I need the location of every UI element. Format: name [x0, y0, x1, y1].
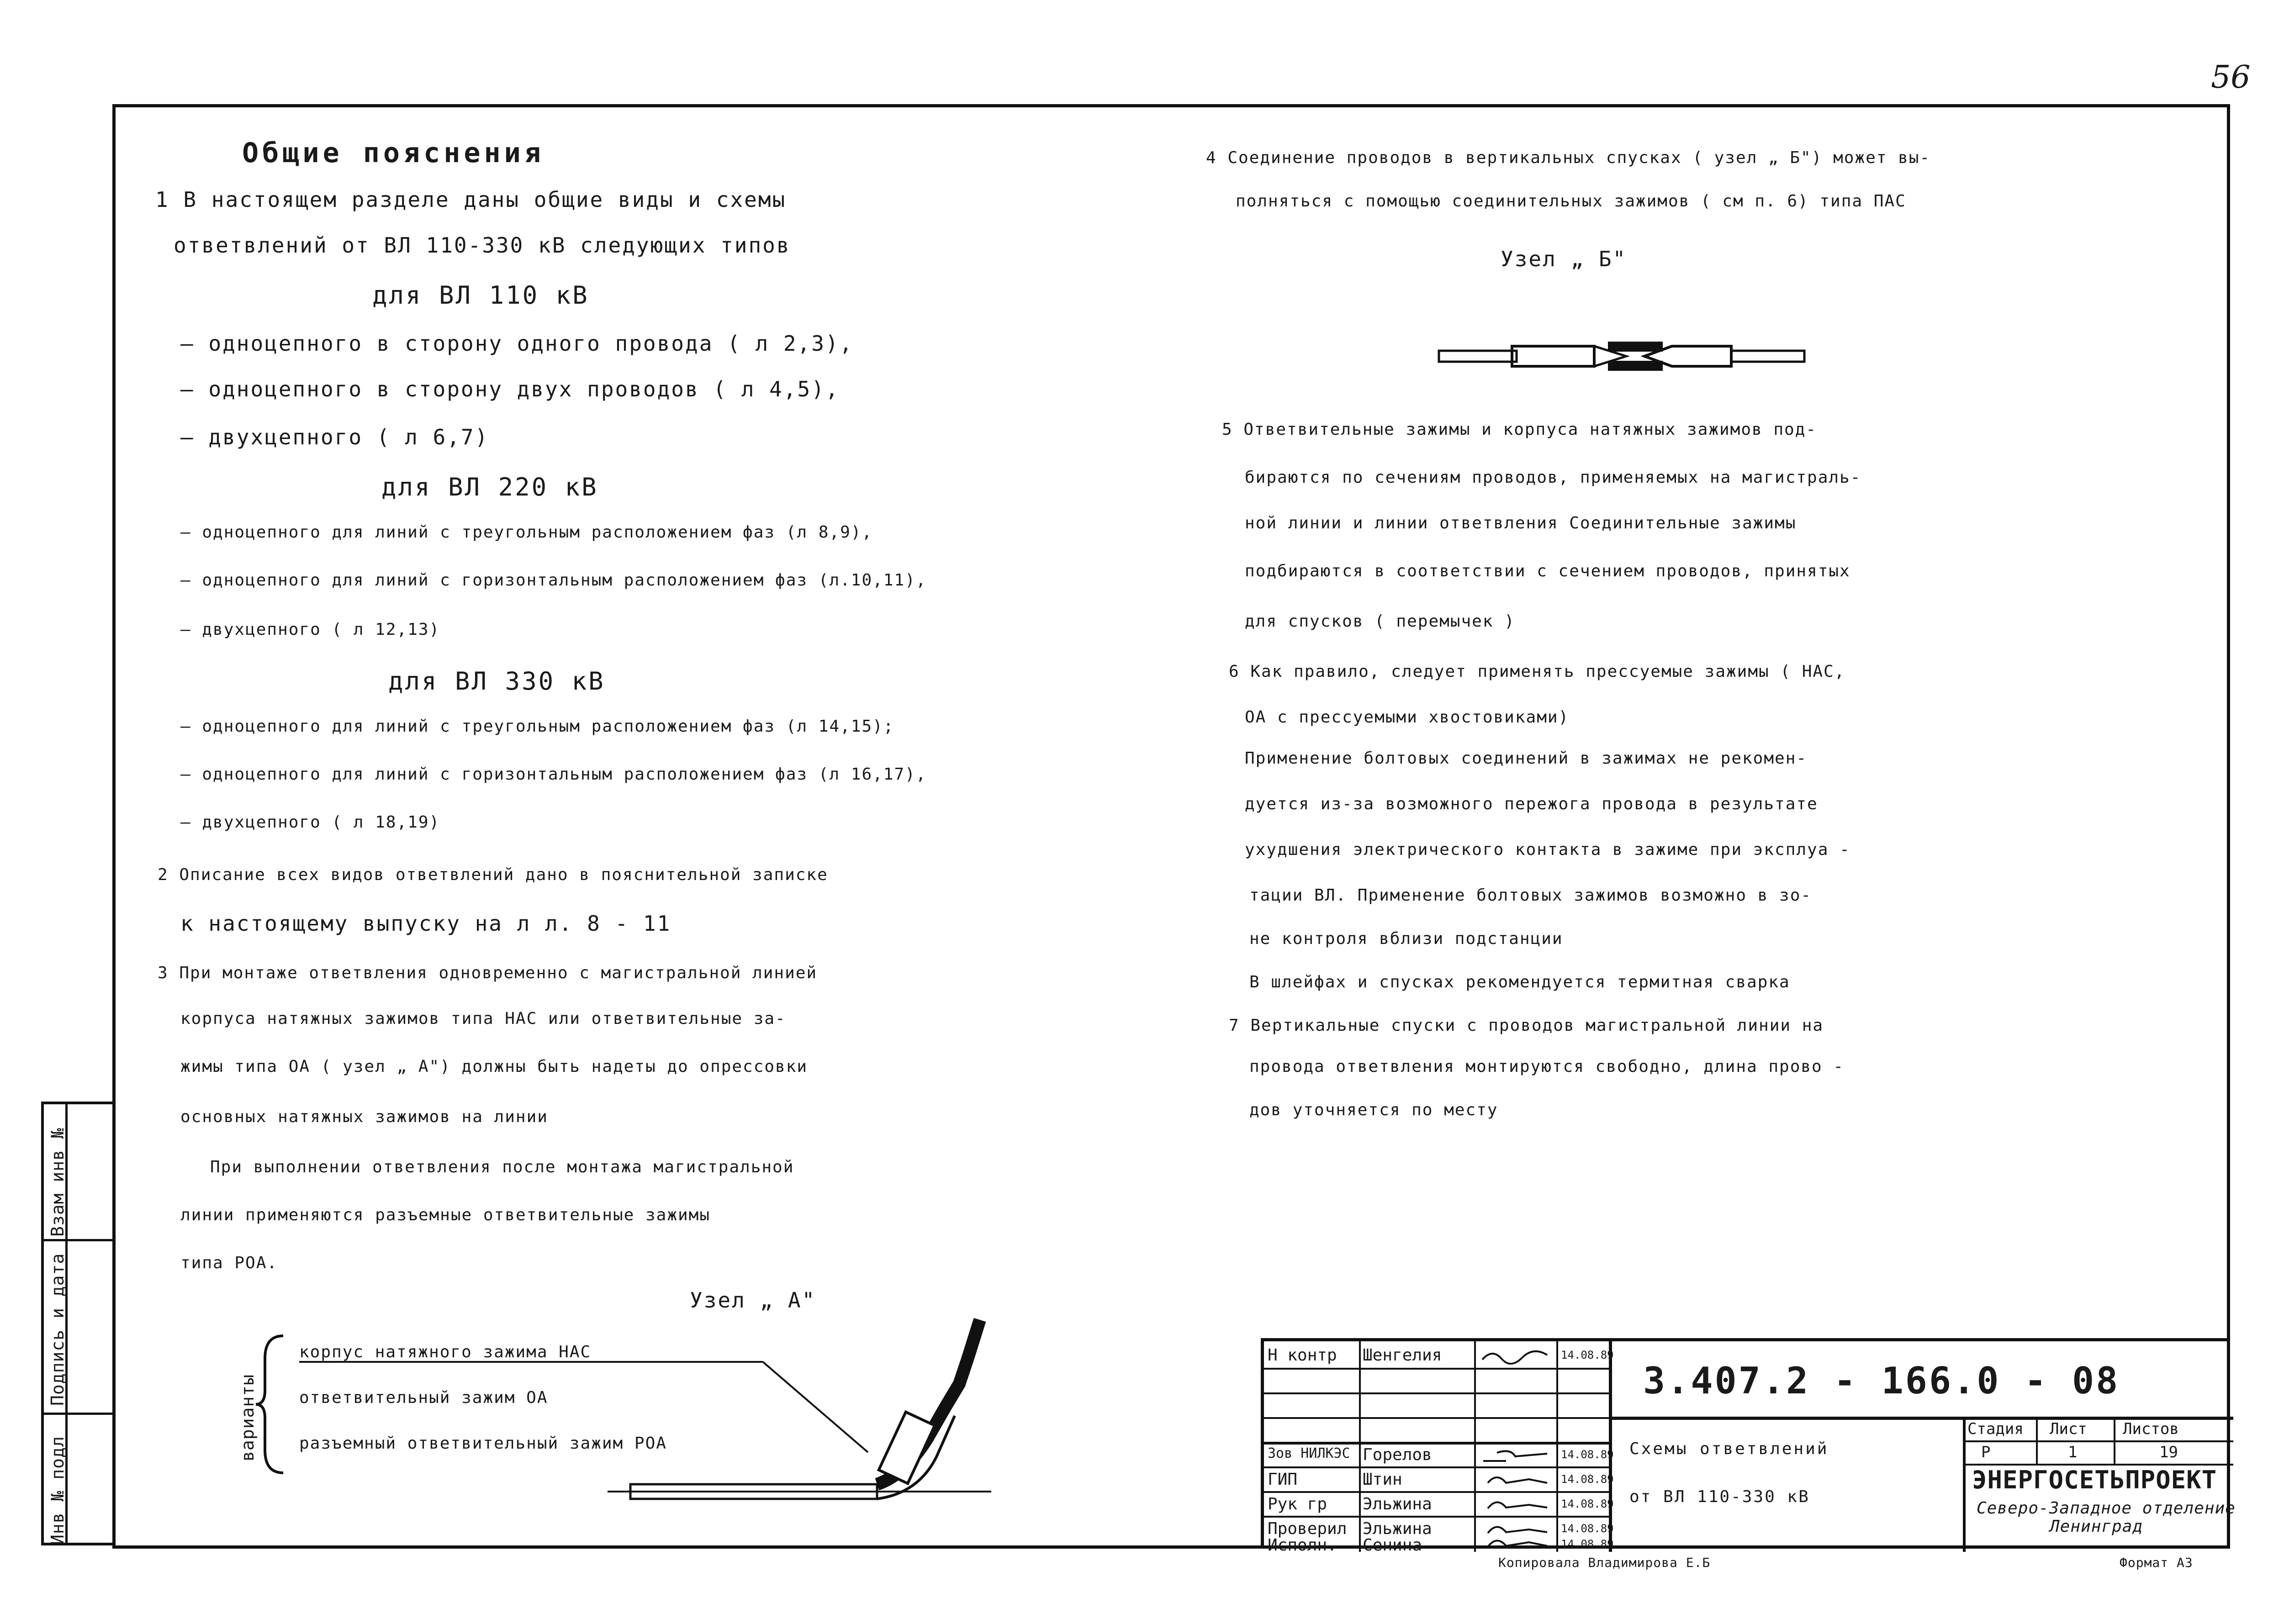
tb-date-0: 14.08.89	[1561, 1349, 1614, 1361]
stage-label: Стадия	[1967, 1420, 2024, 1438]
p5-line2: бираются по сечениям проводов, применяемых на магистраль-	[1245, 468, 1861, 487]
side-vzam-inv: Взам инв №	[48, 1128, 68, 1237]
p2-line2: к настоящему выпуску на л л. 8 - 11	[180, 911, 671, 936]
variants-brace	[256, 1331, 292, 1477]
node-a-drawing	[297, 1302, 982, 1521]
leader-diag	[763, 1362, 868, 1452]
tb-role-4: ГИП	[1268, 1470, 1298, 1489]
format-label: Формат А3	[2120, 1555, 2193, 1570]
tb-date-7: 14.08.89	[1561, 1538, 1614, 1550]
tb-name-7: Сенина	[1363, 1536, 1422, 1555]
p4-line2: полняться с помощью соединительных зажимов ( см п. 6) типа ПАС	[1236, 192, 1906, 211]
org-branch: Северо-Западное отделение	[1977, 1499, 2236, 1518]
p3-line4: основных натяжных зажимов на линии	[180, 1107, 548, 1126]
p3b-line1: При выполнении ответвления после монтажа магистральной	[210, 1158, 794, 1176]
p7-line1: 7 Вертикальные спуски с проводов магистральной линии на	[1229, 1016, 1824, 1035]
tb-name-4: Штин	[1363, 1470, 1402, 1489]
copied-by: Копировала Владимирова Е.Б	[1498, 1555, 1711, 1570]
variant-1: корпус натяжного зажима НАС	[299, 1343, 592, 1361]
side-stamp	[41, 1102, 112, 1545]
p7-line2: провода ответвления монтируются свободно, длина прово -	[1249, 1057, 1845, 1076]
variants-label: варианты	[238, 1374, 258, 1461]
tb-sign-3	[1479, 1445, 1552, 1465]
tb-sign-0	[1479, 1346, 1552, 1366]
item-330-2: — одноцепного для линий с горизонтальным расположением фаз (л 16,17),	[180, 765, 927, 784]
p6-line2: ОА с прессуемыми хвостовиками)	[1245, 708, 1570, 727]
variant-3: разъемный ответвительный зажим РОА	[299, 1434, 667, 1453]
tb-role-0: Н контр	[1268, 1346, 1337, 1365]
p3b-line3: типа РОА.	[180, 1254, 278, 1272]
p1-line2: ответвлений от ВЛ 110-330 кВ следующих типов	[174, 233, 791, 258]
node-b-drawing	[1434, 338, 1809, 374]
tb-date-5: 14.08.89	[1561, 1497, 1614, 1510]
variant-2: ответвительный зажим ОА	[299, 1388, 548, 1407]
sheets-label: Листов	[2123, 1420, 2179, 1438]
p7-line3: дов уточняется по месту	[1249, 1101, 1498, 1119]
p3-line1: 3 При монтаже ответвления одновременно с магистральной линией	[158, 964, 818, 982]
tb-date-4: 14.08.89	[1561, 1473, 1614, 1486]
sheet-label: Лист	[2050, 1420, 2087, 1438]
p6-line4: дуется из-за возможного пережога провода в результате	[1245, 795, 1818, 813]
sub-330: для ВЛ 330 кВ	[388, 667, 605, 696]
tb-role-5: Рук гр	[1268, 1495, 1327, 1513]
node-b-title: Узел „ Б"	[1501, 247, 1627, 271]
node-a-title: Узел „ А"	[690, 1288, 816, 1313]
item-330-3: — двухцепного ( л 18,19)	[180, 813, 440, 832]
item-330-1: — одноцепного для линий с треугольным расположением фаз (л 14,15);	[180, 717, 894, 736]
p3-line3: жимы типа ОА ( узел „ А") должны быть надеты до опрессовки	[180, 1057, 808, 1076]
heading: Общие пояснения	[242, 137, 545, 169]
drawing-title-line1: Схемы ответвлений	[1629, 1439, 1829, 1458]
side-inv-podl: Инв № подл	[48, 1436, 68, 1545]
tb-date-3: 14.08.89	[1561, 1448, 1614, 1461]
p6-line5: ухудшения электрического контакта в зажиме при эксплуа -	[1245, 840, 1850, 859]
tb-role-6: Проверил	[1268, 1519, 1347, 1538]
tb-date-6: 14.08.89	[1561, 1522, 1614, 1535]
p2-line1: 2 Описание всех видов ответвлений дано в пояснительной записке	[158, 865, 828, 884]
item-220-2: — одноцепного для линий с горизонтальным расположением фаз (л.10,11),	[180, 571, 927, 590]
p5-line4: подбираются в соответствии с сечением проводов, принятых	[1245, 562, 1850, 580]
tb-sign-4	[1479, 1469, 1552, 1489]
item-110-1: — одноцепного в сторону одного провода ( л 2,3),	[180, 331, 854, 356]
p3b-line2: линии применяются разъемные ответвительные зажимы	[180, 1206, 711, 1224]
tb-role-3: Зов НИЛКЭС	[1268, 1445, 1350, 1461]
p5-line1: 5 Ответвительные зажимы и корпуса натяжных зажимов под-	[1222, 420, 1817, 439]
sub-110: для ВЛ 110 кВ	[372, 281, 589, 310]
p5-line3: ной линии и линии ответвления Соединительные зажимы	[1245, 514, 1797, 533]
stage-value: Р	[1981, 1443, 1991, 1461]
tb-name-5: Эльжина	[1363, 1495, 1432, 1513]
sheets-value: 19	[2159, 1443, 2178, 1461]
item-110-2: — одноцепного в сторону двух проводов ( л 4,5),	[180, 377, 840, 401]
sheet-value: 1	[2068, 1443, 2078, 1461]
p6-line8: В шлейфах и спусках рекомендуется термитная сварка	[1249, 973, 1790, 991]
p6-line7: не контроля вблизи подстанции	[1249, 929, 1563, 948]
drawing-title-line2: от ВЛ 110-330 кВ	[1629, 1487, 1810, 1506]
tb-role-7: Исполн.	[1268, 1536, 1337, 1555]
p6-line6: тации ВЛ. Применение болтовых зажимов возможно в зо-	[1249, 886, 1812, 905]
tb-name-3: Горелов	[1363, 1445, 1432, 1464]
doc-code: 3.407.2 - 166.0 - 08	[1643, 1360, 2120, 1402]
tb-sign-7	[1479, 1533, 1552, 1551]
p5-line5: для спусков ( перемычек )	[1245, 612, 1515, 631]
side-signature-date: Подпись и дата	[48, 1253, 68, 1406]
title-block	[1261, 1338, 2236, 1555]
p3-line2: корпуса натяжных зажимов типа НАС или ответвительные за-	[180, 1009, 786, 1028]
item-220-3: — двухцепного ( л 12,13)	[180, 620, 440, 639]
sheet-number: 56	[2211, 59, 2251, 95]
tb-name-0: Шенгелия	[1363, 1346, 1442, 1365]
org-city: Ленинград	[2050, 1517, 2143, 1536]
tb-sign-5	[1479, 1494, 1552, 1514]
p4-line1: 4 Соединение проводов в вертикальных спусках ( узел „ Б") может вы-	[1206, 148, 1931, 167]
sub-220: для ВЛ 220 кВ	[381, 473, 598, 501]
p6-line1: 6 Как правило, следует применять прессуемые зажимы ( НАС,	[1229, 662, 1845, 681]
p6-line3: Применение болтовых соединений в зажимах не рекомен-	[1245, 749, 1808, 768]
p1-line1: 1 В настоящем разделе даны общие виды и схемы	[155, 187, 787, 212]
item-110-3: — двухцепного ( л 6,7)	[180, 425, 489, 449]
org-name: ЭНЕРГОСЕТЬПРОЕКТ	[1972, 1466, 2217, 1494]
item-220-1: — одноцепного для линий с треугольным расположением фаз (л 8,9),	[180, 523, 873, 542]
tb-name-6: Эльжина	[1363, 1519, 1432, 1538]
